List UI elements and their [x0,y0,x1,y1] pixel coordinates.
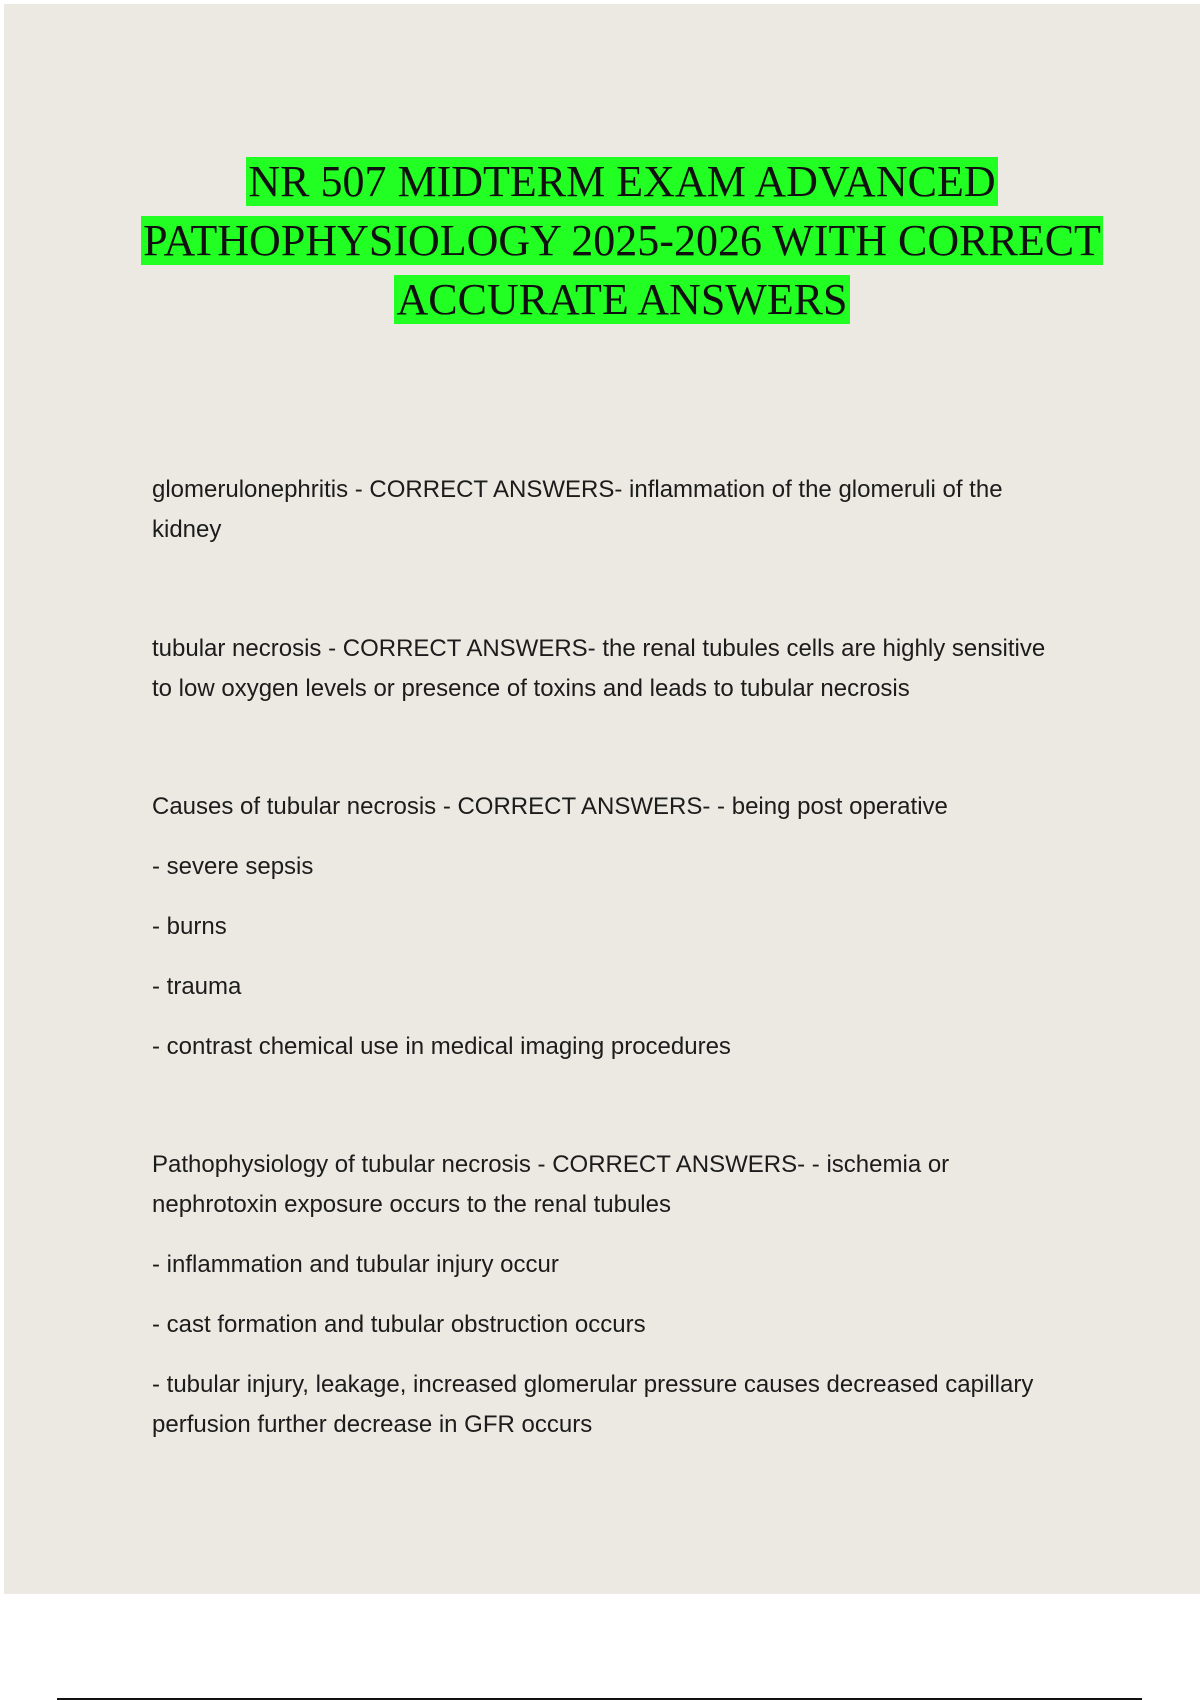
qa-text-line: kidney [152,516,222,543]
qa-text-line: to low oxygen levels or presence of toxins and leads to tubular necrosis [152,675,910,702]
qa-bullet-line: - severe sepsis [152,853,314,880]
qa-text-line: tubular necrosis - CORRECT ANSWERS- the renal tubules cells are highly sensitive [152,635,1046,662]
qa-item-glomerulonephritis [152,470,1102,550]
qa-bullet-line: - trauma [152,973,242,1000]
qa-text-line: glomerulonephritis - CORRECT ANSWERS- inflammation of the glomeruli of the [152,476,1003,503]
title-line-2: PATHOPHYSIOLOGY 2025-2026 WITH CORRECT [143,216,1101,265]
qa-bullet-line: - inflammation and tubular injury occur [152,1251,559,1278]
qa-bullet-line: - burns [152,913,227,940]
qa-text-line: Pathophysiology of tubular necrosis - CORRECT ANSWERS- - ischemia or [152,1151,950,1178]
qa-bullet-line: - cast formation and tubular obstruction occurs [152,1311,646,1338]
qa-item-pathophysiology-of-tubular-necrosis [152,1145,1102,1445]
qa-item-tubular-necrosis [152,629,1102,709]
title-line-1: NR 507 MIDTERM EXAM ADVANCED [248,157,996,206]
qa-item-causes-of-tubular-necrosis [152,787,1102,1067]
qa-bullet-line: - tubular injury, leakage, increased glomerular pressure causes decreased capillary [152,1371,1034,1398]
document-title [4,152,1200,329]
qa-text-line: Causes of tubular necrosis - CORRECT ANSWERS- - being post operative [152,793,948,820]
document-page [4,4,1200,1594]
qa-bullet-line: - contrast chemical use in medical imaging procedures [152,1033,731,1060]
qa-text-line: perfusion further decrease in GFR occurs [152,1411,593,1438]
qa-text-line: nephrotoxin exposure occurs to the renal tubules [152,1191,671,1218]
title-line-3: ACCURATE ANSWERS [396,275,848,324]
